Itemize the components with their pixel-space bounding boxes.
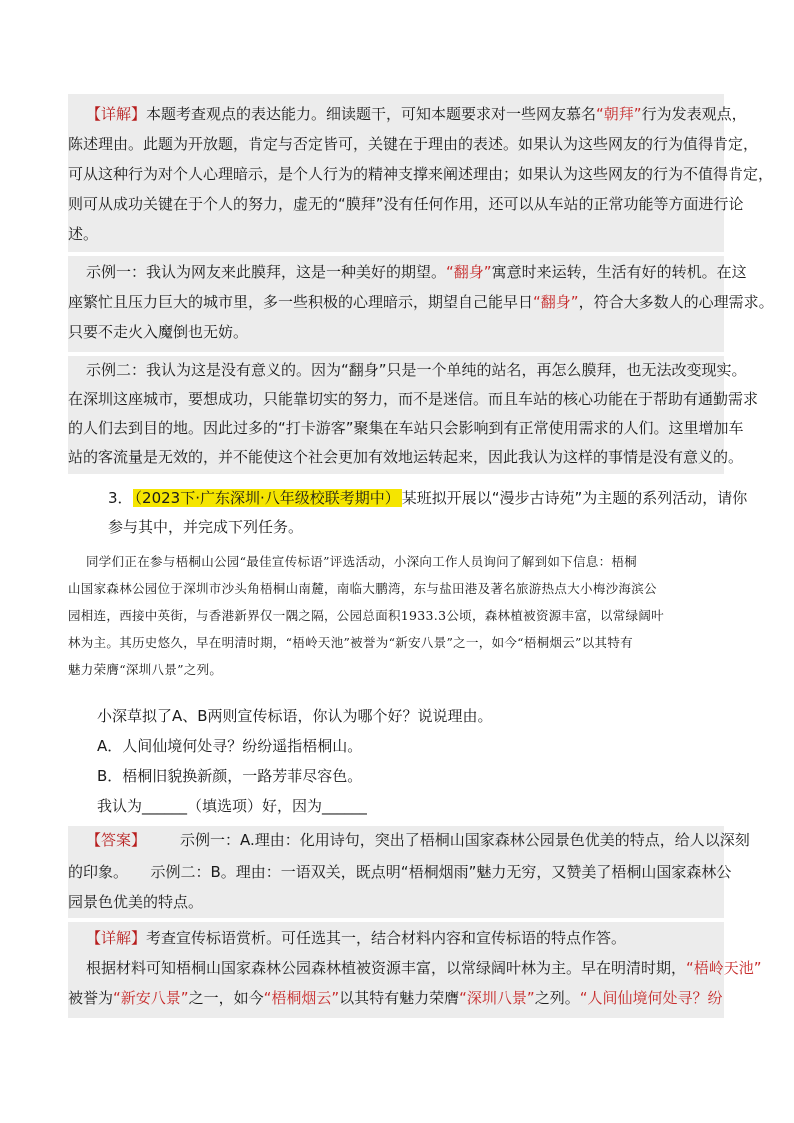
analysis-line: 根据材料可知梧桐山国家森林公园森林植被资源丰富，以常绿阔叶林为主。早在明清时期，“梧岭天池”	[86, 959, 762, 977]
answer-line: 的印象。 示例二：B。理由：一语双关，既点明“梧桐烟雨”魅力无穷，又赞美了梧桐山国家森林公	[68, 863, 732, 881]
detail-tag: 【详解】	[86, 929, 147, 947]
option-b: B．梧桐旧貌换新颜，一路芳菲尽容色。	[97, 767, 363, 785]
answer-blank: ______	[142, 797, 188, 815]
question-number: 3．	[108, 489, 133, 507]
analysis-block-two	[68, 922, 762, 1018]
option-a: A．人间仙境何处寻？纷纷遥指梧桐山。	[97, 737, 363, 755]
analysis-block	[68, 94, 774, 252]
question-block	[68, 482, 748, 542]
example-line: 站的客流量是无效的，并不能使这个社会更加有效地运转起来，因此我认为这样的事情是没有意义的。	[68, 448, 744, 466]
material-block	[68, 552, 724, 692]
detail-tag: 【详解】	[86, 105, 147, 123]
answer-line: 园景色优美的特点。	[68, 893, 204, 911]
analysis-line: 【详解】本题考查观点的表达能力。细读题干，可知本题要求对一些网友慕名“朝拜”行为发表观点，	[86, 105, 747, 123]
analysis-line: 则可从成功关键在于个人的努力，虚无的“膜拜”没有任何作用，还可以从车站的正常功能等方面进行论	[68, 195, 744, 213]
example-one-block	[68, 256, 774, 352]
example-line: 座繁忙且压力巨大的城市里，多一些积极的心理暗示，期望自己能早日“翻身”，符合大多数人的心理需求。	[68, 293, 774, 311]
answer-tag: 【答案】	[86, 831, 147, 849]
task-block	[68, 704, 724, 824]
example-two-block	[68, 356, 759, 474]
example-line: 示例二：我认为这是没有意义的。因为“翻身”只是一个单纯的站名，再怎么膜拜，也无法改变现实。	[86, 361, 747, 379]
analysis-line: 陈述理由。此题为开放题，肯定与否定皆可，关键在于理由的表述。如果认为这些网友的行为值得肯定，	[68, 135, 759, 153]
question-line: 3． （2023下·广东深圳·八年级校联考期中） 某班拟开展以“漫步古诗苑”为主题的系列活动，请你	[108, 489, 748, 507]
fill-line: 我认为______（填选项）好，因为______	[97, 797, 368, 815]
material-line: 魅力荣膺“深圳八景”之列。	[68, 662, 223, 677]
material-line: 同学们正在参与梧桐山公园“最佳宣传标语”评选活动，小深向工作人员询问了解到如下信息：梧桐	[86, 554, 637, 569]
question-source: （2023下·广东深圳·八年级校联考期中）	[134, 489, 400, 507]
example-line: 的人们去到目的地。因此过多的“打卡游客”聚集在车站只会影响到有正常使用需求的人们。这里增加车	[68, 419, 744, 437]
answer-line: 【答案】 示例一：A.理由：化用诗句，突出了梧桐山国家森林公园景色优美的特点，给人以深刻	[86, 831, 750, 849]
question-line: 参与其中，并完成下列任务。	[108, 518, 304, 536]
material-line: 林为主。其历史悠久，早在明清时期，“梧岭天池”被誉为“新安八景”之一，如今“梧桐烟云”以其特有	[68, 635, 633, 650]
example-line: 只要不走火入魔倒也无妨。	[68, 323, 249, 341]
task-prompt: 小深草拟了A、B两则宣传标语，你认为哪个好？说说理由。	[97, 707, 493, 725]
analysis-line: 可从这种行为对个人心理暗示，是个人行为的精神支撑来阐述理由；如果认为这些网友的行为不值得肯定，	[68, 165, 774, 183]
answer-block	[68, 826, 750, 918]
material-line: 山国家森林公园位于深圳市沙头角梧桐山南麓，南临大鹏湾，东与盐田港及著名旅游热点大小梅沙海滨公	[68, 581, 657, 596]
material-line: 园相连，西接中英街，与香港新界仅一隅之隔，公园总面积1933.3公顷，森林植被资源丰富，以常绿阔叶	[68, 608, 664, 623]
analysis-line: 被誉为“新安八景”之一，如今“梧桐烟云”以其特有魅力荣膺“深圳八景”之列。“人间仙境何处寻？纷	[68, 989, 723, 1007]
example-line: 示例一：我认为网友来此膜拜，这是一种美好的期望。“翻身”寓意时来运转，生活有好的转机。在这	[86, 263, 747, 281]
analysis-line: 【详解】考查宣传标语赏析。可任选其一，结合材料内容和宣传标语的特点作答。	[86, 929, 627, 947]
example-line: 在深圳这座城市，要想成功，只能靠切实的努力，而不是迷信。而且车站的核心功能在于帮助有通勤需求	[68, 390, 759, 408]
answer-blank: ______	[322, 797, 368, 815]
analysis-line: 述。	[68, 225, 99, 243]
